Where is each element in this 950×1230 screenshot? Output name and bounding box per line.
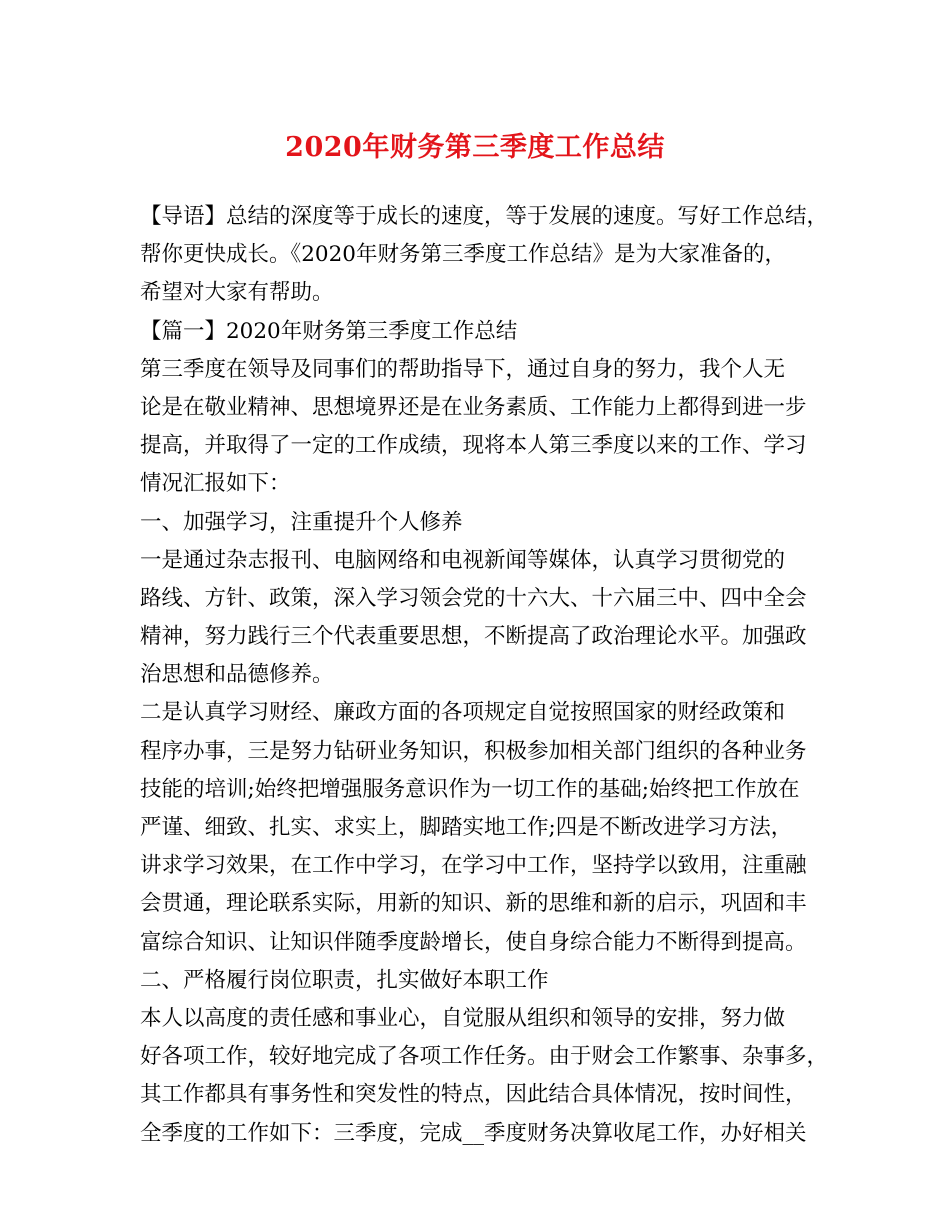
subheading: 二、严格履行岗位职责，扎实做好本职工作 [140, 967, 549, 993]
body-line: 技能的培训;始终把增强服务意识作为一切工作的基础;始终把工作放在 [140, 776, 800, 802]
body-line: 路线、方针、政策，深入学习领会党的十六大、十六届三中、四中全会 [140, 585, 807, 611]
body-line: 治思想和品德修养。 [140, 662, 334, 688]
body-line: 其工作都具有事务性和突发性的特点，因此结合具体情况，按时间性， [140, 1082, 807, 1108]
body-line: 讲求学习效果，在工作中学习，在学习中工作，坚持学以致用，注重融 [140, 853, 807, 879]
body-line: 提高，并取得了一定的工作成绩，现将本人第三季度以来的工作、学习 [140, 433, 807, 459]
body-line: 第三季度在领导及同事们的帮助指导下，通过自身的努力，我个人无 [140, 356, 786, 382]
subheading: 一、加强学习，注重提升个人修养 [140, 509, 463, 535]
body-line: 论是在敬业精神、思想境界还是在业务素质、工作能力上都得到进一步 [140, 394, 807, 420]
body-line: 本人以高度的责任感和事业心，自觉服从组织和领导的安排，努力做 [140, 1005, 786, 1031]
body-line: 程序办事，三是努力钻研业务知识，积极参加相关部门组织的各种业务 [140, 738, 807, 764]
body-line: 一是通过杂志报刊、电脑网络和电视新闻等媒体，认真学习贯彻党的 [140, 547, 786, 573]
body-line: 希望对大家有帮助。 [140, 280, 334, 306]
body-line: 精神，努力践行三个代表重要思想，不断提高了政治理论水平。加强政 [140, 624, 807, 650]
body-line: 全季度的工作如下：三季度，完成__季度财务决算收尾工作，办好相关 [140, 1120, 807, 1146]
body-line: 富综合知识、让知识伴随季度龄增长，使自身综合能力不断得到提高。 [140, 929, 807, 955]
body-line: 会贯通，理论联系实际，用新的知识、新的思维和新的启示，巩固和丰 [140, 891, 807, 917]
body-line: 二是认真学习财经、廉政方面的各项规定自觉按照国家的财经政策和 [140, 700, 786, 726]
body-line: 帮你更快成长。《2020年财务第三季度工作总结》是为大家准备的， [140, 242, 786, 268]
section-heading: 【篇一】2020年财务第三季度工作总结 [140, 318, 518, 344]
body-line: 情况汇报如下： [140, 471, 291, 497]
body-line: 好各项工作，较好地完成了各项工作任务。由于财会工作繁事、杂事多， [140, 1044, 829, 1070]
body-line: 【导语】总结的深度等于成长的速度，等于发展的速度。写好工作总结， [140, 204, 829, 229]
document-body [140, 198, 840, 1153]
body-line: 严谨、细致、扎实、求实上，脚踏实地工作;四是不断改进学习方法， [140, 815, 793, 840]
document-title: 2020年财务第三季度工作总结 [285, 132, 665, 163]
